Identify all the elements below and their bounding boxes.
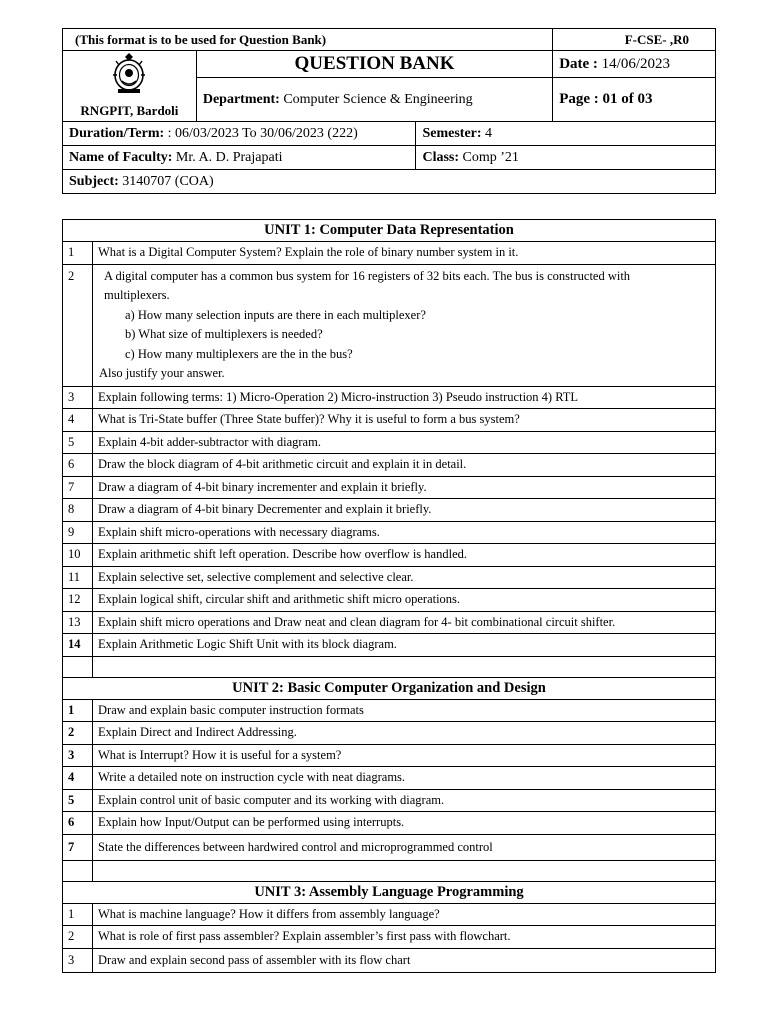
form-code-text: F-CSE- ,R0 <box>624 31 689 47</box>
question-text: Draw a diagram of 4-bit binary Decrementer and explain it briefly. <box>93 499 716 522</box>
questions-table <box>62 219 716 973</box>
question-text: Draw and explain second pass of assembler with its flow chart <box>93 948 716 972</box>
question-number: 7 <box>63 834 93 860</box>
form-code <box>553 29 716 51</box>
question-text: Explain how Input/Output can be performed using interrupts. <box>93 812 716 835</box>
duration-label: Duration/Term: <box>69 125 165 141</box>
logo-cell <box>63 51 197 122</box>
question-text: Explain control unit of basic computer and its working with diagram. <box>93 789 716 812</box>
empty-cell <box>93 860 716 881</box>
class-cell <box>416 146 716 170</box>
question-number: 9 <box>63 521 93 544</box>
question-line: multiplexers. <box>104 288 170 302</box>
question-number: 10 <box>63 544 93 567</box>
question-text: What is machine language? How it differs from assembly language? <box>93 903 716 926</box>
subject-cell <box>63 170 716 194</box>
question-subpart: c) How many multiplexers are the in the bus? <box>125 346 353 361</box>
page-label: Page : <box>559 91 599 108</box>
question-text: Draw the block diagram of 4-bit arithmetic circuit and explain it in detail. <box>93 454 716 477</box>
page-value: 01 of 03 <box>602 91 653 108</box>
empty-cell <box>63 860 93 881</box>
duration-cell <box>63 122 416 146</box>
question-number: 2 <box>63 926 93 949</box>
question-number: 1 <box>63 903 93 926</box>
header-table <box>62 28 716 194</box>
question-number: 13 <box>63 611 93 634</box>
question-text: Explain selective set, selective complement and selective clear. <box>93 566 716 589</box>
question-number: 3 <box>63 744 93 767</box>
question-text: Explain arithmetic shift left operation. Describe how overflow is handled. <box>93 544 716 567</box>
empty-cell <box>93 656 716 677</box>
semester-value: 4 <box>485 125 493 141</box>
format-note-text: (This format is to be used for Question Bank) <box>75 31 327 47</box>
question-text: What is role of first pass assembler? Explain assembler’s first pass with flowchart. <box>93 926 716 949</box>
question-subpart: b) What size of multiplexers is needed? <box>125 327 323 341</box>
question-number: 6 <box>63 454 93 477</box>
subject-label: Subject: <box>69 173 119 189</box>
question-text-multipart <box>93 264 716 386</box>
question-text: Draw and explain basic computer instruction formats <box>93 699 716 722</box>
question-text: Explain 4-bit adder-subtractor with diagram. <box>93 431 716 454</box>
date-label: Date : <box>559 55 598 72</box>
document-title-text: QUESTION BANK <box>294 53 455 75</box>
department-cell <box>196 78 552 122</box>
question-text: Explain Arithmetic Logic Shift Unit with its block diagram. <box>93 634 716 657</box>
semester-cell <box>416 122 716 146</box>
question-text: Explain logical shift, circular shift and arithmetic shift micro operations. <box>93 589 716 612</box>
question-number: 3 <box>63 948 93 972</box>
question-text: Explain shift micro-operations with necessary diagrams. <box>93 521 716 544</box>
document-title <box>196 51 552 78</box>
faculty-cell <box>63 146 416 170</box>
question-number: 4 <box>63 409 93 432</box>
department-value: Computer Science & Engineering <box>283 91 473 107</box>
question-text: Explain following terms: 1) Micro-Operation 2) Micro-instruction 3) Pseudo instruction 4) RTL <box>93 386 716 409</box>
question-number: 6 <box>63 812 93 835</box>
question-number: 2 <box>63 264 93 386</box>
subject-value: 3140707 (COA) <box>122 173 214 189</box>
question-number: 1 <box>63 699 93 722</box>
class-label: Class: <box>422 149 460 165</box>
question-number: 4 <box>63 767 93 790</box>
question-text: What is Tri-State buffer (Three State buffer)? Why it is useful to form a bus system? <box>93 409 716 432</box>
faculty-label: Name of Faculty: <box>69 149 173 165</box>
question-text: What is Interrupt? How it is useful for a system? <box>93 744 716 767</box>
class-value: Comp ’21 <box>462 149 519 165</box>
department-label: Department: <box>202 91 280 107</box>
question-text: Draw a diagram of 4-bit binary incrementer and explain it briefly. <box>93 476 716 499</box>
question-text: Explain Direct and Indirect Addressing. <box>93 722 716 745</box>
unit-3-title: UNIT 3: Assembly Language Programming <box>63 881 716 903</box>
question-number: 3 <box>63 386 93 409</box>
unit-1-title: UNIT 1: Computer Data Representation <box>63 220 716 242</box>
question-line: A digital computer has a common bus system for 16 registers of 32 bits each. The bus is constructed with <box>104 268 631 283</box>
duration-value: : 06/03/2023 To 30/06/2023 (222) <box>167 125 358 141</box>
question-text: Explain shift micro operations and Draw neat and clean diagram for 4- bit combinational circuit shifter. <box>93 611 716 634</box>
question-number: 2 <box>63 722 93 745</box>
question-number: 12 <box>63 589 93 612</box>
question-text: Write a detailed note on instruction cycle with neat diagrams. <box>93 767 716 790</box>
question-number: 1 <box>63 242 93 265</box>
date-value: 14/06/2023 <box>601 55 671 72</box>
question-number: 7 <box>63 476 93 499</box>
question-number: 14 <box>63 634 93 657</box>
page-cell <box>553 78 716 122</box>
question-text: What is a Digital Computer System? Explain the role of binary number system in it. <box>93 242 716 265</box>
faculty-value: Mr. A. D. Prajapati <box>175 149 283 165</box>
unit-2-title: UNIT 2: Basic Computer Organization and Design <box>63 677 716 699</box>
question-text: State the differences between hardwired control and microprogrammed control <box>93 834 716 860</box>
date-cell <box>553 51 716 78</box>
institute-logo-icon <box>111 51 147 97</box>
question-number: 5 <box>63 431 93 454</box>
question-number: 8 <box>63 499 93 522</box>
question-line: Also justify your answer. <box>99 366 225 380</box>
institute-name: RNGPIT, Bardoli <box>80 103 179 118</box>
format-note <box>63 29 553 51</box>
empty-cell <box>63 656 93 677</box>
question-subpart: a) How many selection inputs are there in each multiplexer? <box>125 307 426 322</box>
question-number: 5 <box>63 789 93 812</box>
question-number: 11 <box>63 566 93 589</box>
semester-label: Semester: <box>422 125 482 141</box>
